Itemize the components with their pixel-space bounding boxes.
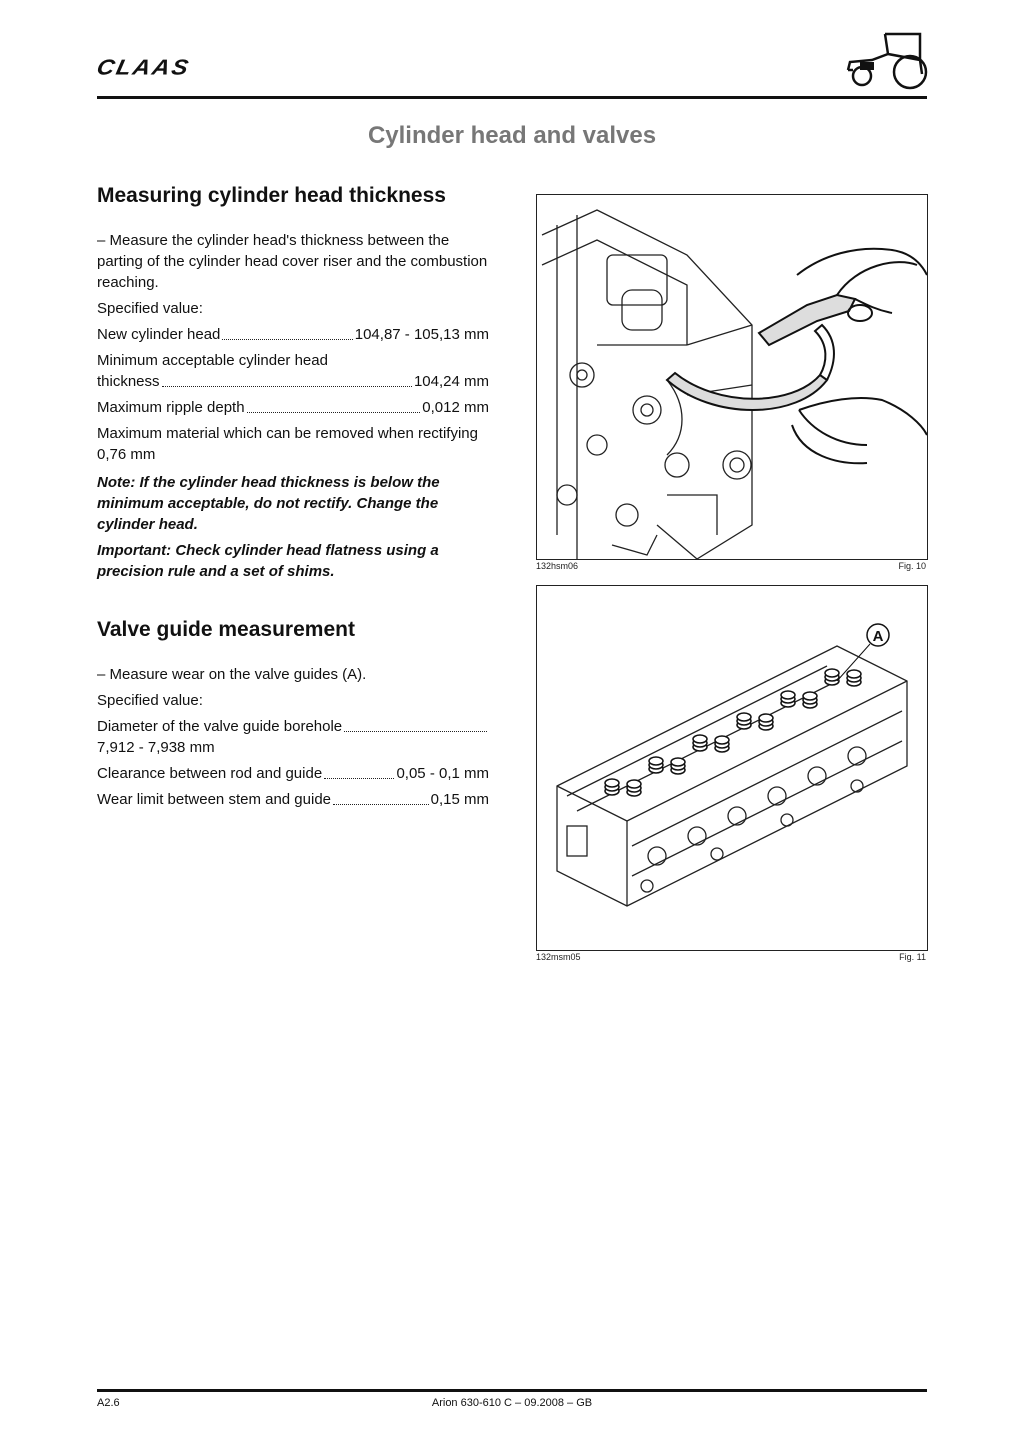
valve-spring [649, 757, 663, 765]
tractor-icon [840, 30, 930, 92]
spec-value: 104,24 mm [413, 373, 489, 390]
valve-spring [803, 692, 817, 700]
spec-row-wear [97, 789, 489, 810]
valve-spring [781, 691, 795, 699]
spec-label-min-1: Minimum acceptable cylinder head [97, 352, 328, 369]
section-heading-thickness: Measuring cylinder head thickness [97, 184, 446, 207]
figure-10-image [536, 194, 928, 560]
specified-label: Specified value: [97, 300, 203, 317]
figure-11-image [536, 585, 928, 951]
leader-dots [222, 339, 352, 340]
important-text: Important: Check cylinder head flatness using a precision rule and a set of shims. [97, 542, 439, 580]
spec-value-bore: 7,912 - 7,938 mm [97, 739, 215, 756]
spec-label: Diameter of the valve guide borehole [97, 718, 343, 735]
caliper-measurement-illustration [537, 195, 927, 559]
leader-dots [344, 731, 487, 732]
spec-label: Maximum ripple depth [97, 399, 245, 416]
specified-label: Specified value: [97, 692, 203, 709]
spec-label: New cylinder head [97, 326, 221, 343]
instruction-text: – Measure the cylinder head's thickness between the parting of the cylinder head cover riser and the combustion reaching. [97, 232, 488, 291]
valve-spring [605, 779, 619, 787]
header-rule [97, 96, 927, 99]
page-title: Cylinder head and valves [367, 122, 657, 149]
spec-row-min [97, 371, 489, 392]
callout-a-label: A [872, 628, 884, 645]
spec-row-new [97, 324, 489, 345]
valve-spring [759, 714, 773, 722]
valve-spring [671, 758, 685, 766]
spec-label: Wear limit between stem and guide [97, 791, 332, 808]
section-heading-valve-guide: Valve guide measurement [97, 618, 355, 641]
leader-dots [324, 778, 394, 779]
spec-value: 0,05 - 0,1 mm [396, 765, 489, 782]
figure-11-code: 132msm05 [536, 952, 581, 962]
instruction-text: – Measure wear on the valve guides (A). [97, 666, 367, 683]
spec-row-clearance [97, 763, 489, 784]
figure-10-label: Fig. 10 [898, 561, 926, 571]
note-text: Note: If the cylinder head thickness is below the minimum acceptable, do not rectify. Change the cylinder head. [97, 474, 440, 533]
valve-spring [847, 670, 861, 678]
page-number: A2.6 [97, 1397, 120, 1409]
spec-label: Clearance between rod and guide [97, 765, 323, 782]
valve-spring [693, 735, 707, 743]
claas-logo: CLAAS [94, 55, 193, 80]
cylinder-head-valves-illustration [537, 586, 927, 950]
figure-10-code: 132hsm06 [536, 561, 579, 571]
leader-dots [247, 412, 421, 413]
valve-spring [825, 669, 839, 677]
spec-value: 0,012 mm [422, 399, 489, 416]
footer-rule [97, 1389, 927, 1392]
leader-dots [333, 804, 429, 805]
spec-value: 0,15 mm [430, 791, 489, 808]
valve-spring [737, 713, 751, 721]
valve-spring [627, 780, 641, 788]
figure-11-label: Fig. 11 [899, 952, 926, 962]
leader-dots [162, 386, 412, 387]
section-body-valve-guide [97, 664, 489, 815]
section-body-thickness [97, 230, 489, 587]
spec-value: 104,87 - 105,13 mm [354, 326, 489, 343]
valve-spring [715, 736, 729, 744]
spec-label: thickness [97, 373, 160, 390]
spec-material: Maximum material which can be removed when rectifying 0,76 mm [97, 425, 478, 463]
document-id: Arion 630-610 C – 09.2008 – GB [431, 1397, 593, 1409]
spec-row-bore [97, 716, 489, 737]
spec-row-ripple [97, 397, 489, 418]
